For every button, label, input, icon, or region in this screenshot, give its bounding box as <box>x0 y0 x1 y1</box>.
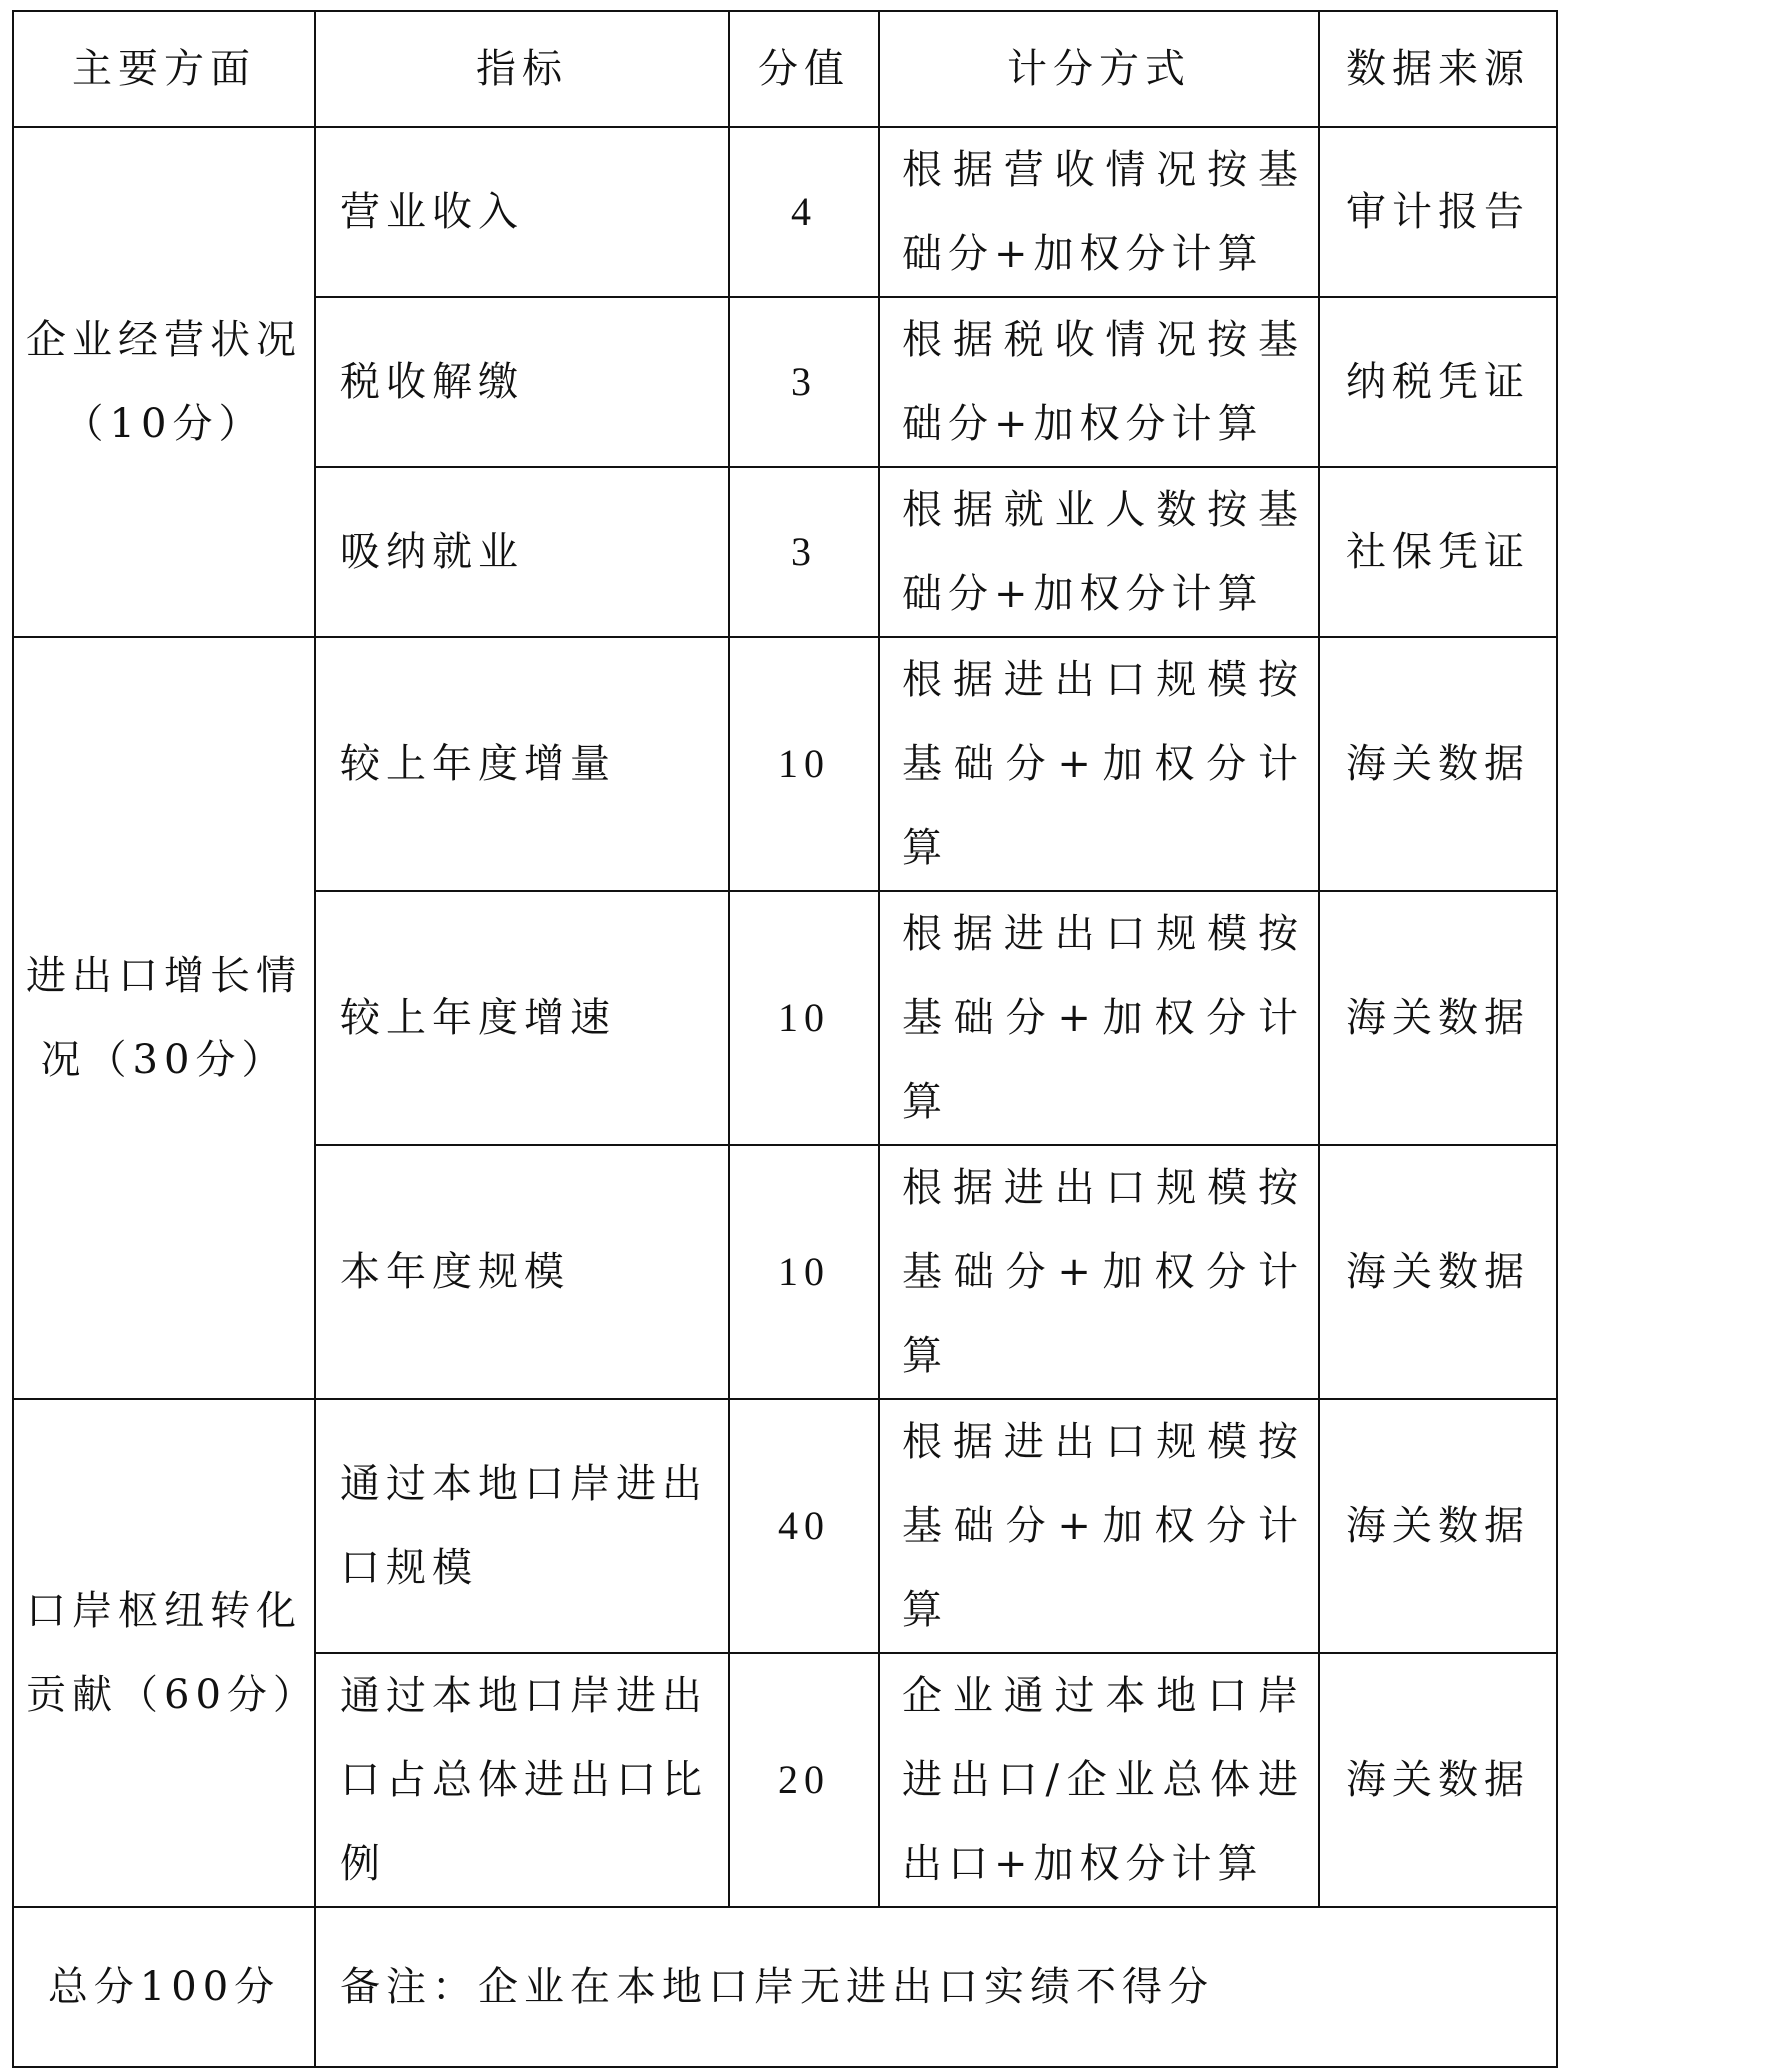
score-cell: 3 <box>729 467 879 637</box>
indicator-cell: 较上年度增速 <box>315 891 729 1145</box>
header-score: 分值 <box>729 11 879 127</box>
note-cell: 备注：企业在本地口岸无进出口实绩不得分 <box>315 1907 1557 2067</box>
indicator-cell: 税收解缴 <box>315 297 729 467</box>
method-cell: 根据进出口规模按基础分+加权分计算 <box>879 891 1319 1145</box>
footer-row <box>13 1907 1557 2067</box>
score-cell: 20 <box>729 1653 879 1907</box>
source-cell: 海关数据 <box>1319 1653 1557 1907</box>
method-cell: 根据就业人数按基础分+加权分计算 <box>879 467 1319 637</box>
method-cell: 企业通过本地口岸进出口/企业总体进出口+加权分计算 <box>879 1653 1319 1907</box>
header-source: 数据来源 <box>1319 11 1557 127</box>
method-cell: 根据进出口规模按基础分+加权分计算 <box>879 637 1319 891</box>
source-cell: 社保凭证 <box>1319 467 1557 637</box>
aspect-cell: 企业经营状况（10分） <box>13 127 315 637</box>
method-cell: 根据进出口规模按基础分+加权分计算 <box>879 1399 1319 1653</box>
method-cell: 根据进出口规模按基础分+加权分计算 <box>879 1145 1319 1399</box>
indicator-cell: 本年度规模 <box>315 1145 729 1399</box>
score-cell: 10 <box>729 891 879 1145</box>
source-cell: 海关数据 <box>1319 1145 1557 1399</box>
source-cell: 审计报告 <box>1319 127 1557 297</box>
indicator-cell: 通过本地口岸进出口规模 <box>315 1399 729 1653</box>
aspect-cell: 进出口增长情况（30分） <box>13 637 315 1399</box>
table-row <box>13 127 1557 297</box>
indicator-cell: 通过本地口岸进出口占总体进出口比例 <box>315 1653 729 1907</box>
header-row <box>13 11 1557 127</box>
indicator-cell: 吸纳就业 <box>315 467 729 637</box>
source-cell: 海关数据 <box>1319 1399 1557 1653</box>
score-cell: 40 <box>729 1399 879 1653</box>
score-cell: 4 <box>729 127 879 297</box>
aspect-cell: 口岸枢纽转化贡献（60分） <box>13 1399 315 1907</box>
method-cell: 根据营收情况按基础分+加权分计算 <box>879 127 1319 297</box>
score-cell: 10 <box>729 1145 879 1399</box>
total-score-cell: 总分100分 <box>13 1907 315 2067</box>
table-row <box>13 1399 1557 1653</box>
method-cell: 根据税收情况按基础分+加权分计算 <box>879 297 1319 467</box>
indicator-cell: 营业收入 <box>315 127 729 297</box>
score-cell: 3 <box>729 297 879 467</box>
header-aspect: 主要方面 <box>13 11 315 127</box>
header-method: 计分方式 <box>879 11 1319 127</box>
source-cell: 海关数据 <box>1319 891 1557 1145</box>
indicator-cell: 较上年度增量 <box>315 637 729 891</box>
score-cell: 10 <box>729 637 879 891</box>
header-indicator: 指标 <box>315 11 729 127</box>
table-row <box>13 637 1557 891</box>
scoring-table <box>12 10 1558 2068</box>
source-cell: 海关数据 <box>1319 637 1557 891</box>
source-cell: 纳税凭证 <box>1319 297 1557 467</box>
